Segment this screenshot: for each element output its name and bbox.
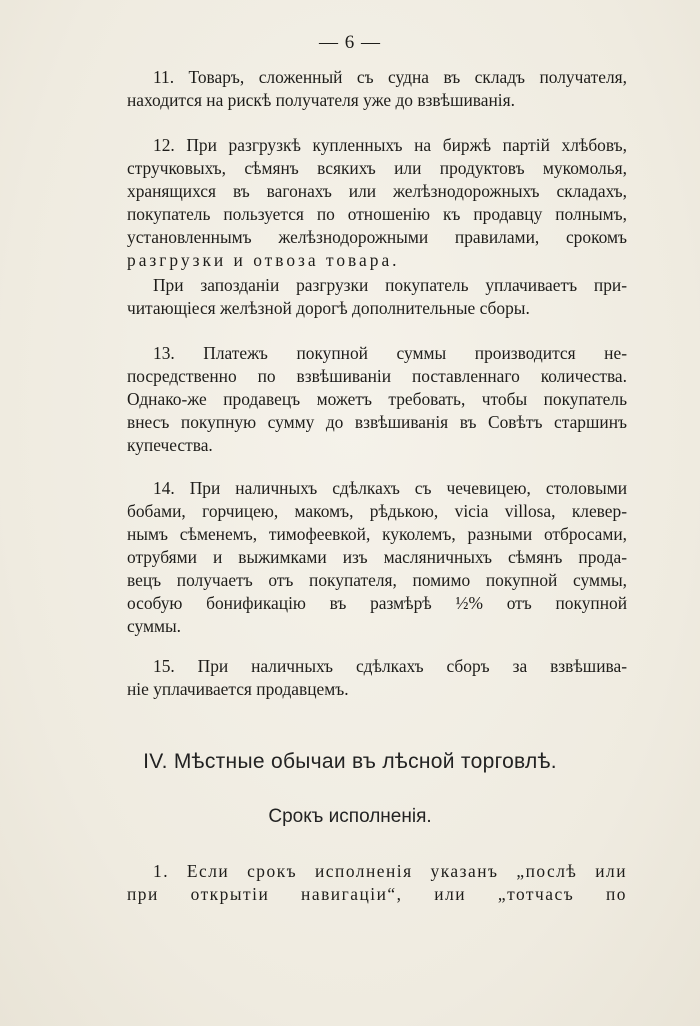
text-line: купечества. <box>127 435 213 455</box>
paragraph-13 <box>127 342 627 457</box>
text-line: отрубями и выжимками изъ масляничныхъ сѣмянъ прода- <box>127 547 627 567</box>
text-line: вецъ получаетъ отъ покупателя, помимо покупной суммы, <box>127 570 627 590</box>
text-line: хранящихся въ вагонахъ или желѣзнодорожныхъ складахъ, <box>127 181 627 201</box>
text-line: 11. Товаръ, сложенный съ судна въ складъ получателя, <box>153 67 627 87</box>
text-line: суммы. <box>127 616 181 636</box>
section-heading: IV. Мѣстные обычаи въ лѣсной торговлѣ. <box>143 750 557 773</box>
paragraph-12 <box>127 134 627 272</box>
paragraph-iv-1 <box>127 860 627 906</box>
paragraph-14 <box>127 477 627 638</box>
subsection-heading: Срокъ исполненія. <box>268 806 432 827</box>
text-line: 1. Если срокъ исполненія указанъ „послѣ или <box>153 861 627 881</box>
text-line: 12. При разгрузкѣ купленныхъ на биржѣ партій хлѣбовъ, <box>153 135 627 155</box>
text-line: покупатель пользуется по отношенію къ продавцу полнымъ, <box>127 204 627 224</box>
text-line: стручковыхъ, сѣмянъ всякихъ или продуктовъ мукомолья, <box>127 158 627 178</box>
text-line: 14. При наличныхъ сдѣлкахъ съ чечевицею, столовыми <box>153 478 627 498</box>
text-line: Однако-же продавецъ можетъ требовать, чтобы покупатель <box>127 389 627 409</box>
text-line: 13. Платежъ покупной суммы производится не- <box>153 343 627 363</box>
text-line: посредственно по взвѣшиваніи поставленнаго количества. <box>127 366 627 386</box>
paragraph-15 <box>127 655 627 701</box>
paragraph-12-continuation <box>127 274 627 320</box>
text-line: внесъ покупную сумму до взвѣшиванія въ Совѣтъ старшинъ <box>127 412 627 432</box>
text-line: установленнымъ желѣзнодорожными правилами, срокомъ <box>127 227 627 247</box>
text-line: находится на рискѣ получателя уже до взвѣшиванія. <box>127 90 515 110</box>
text-line: ніе уплачивается продавцемъ. <box>127 679 349 699</box>
page-number: — 6 — <box>319 32 381 53</box>
text-line: бобами, горчицею, макомъ, рѣдькою, vicia villosa, клевер- <box>127 501 627 521</box>
text-line: особую бонификацію въ размѣрѣ ½% отъ покупной <box>127 593 627 613</box>
text-line: читающіеся желѣзной дорогѣ дополнительные сборы. <box>127 298 530 318</box>
paragraph-11 <box>127 66 627 112</box>
text-line: 15. При наличныхъ сдѣлкахъ сборъ за взвѣшива- <box>153 656 627 676</box>
text-line: нымъ сѣменемъ, тимофеевкой, куколемъ, разными отбросами, <box>127 524 627 544</box>
text-line: при открытіи навигаціи“, или „тотчасъ по <box>127 884 627 904</box>
text-line: разгрузки и отвоза товара. <box>127 250 400 270</box>
text-line: При запозданіи разгрузки покупатель уплачиваетъ при- <box>153 275 627 295</box>
